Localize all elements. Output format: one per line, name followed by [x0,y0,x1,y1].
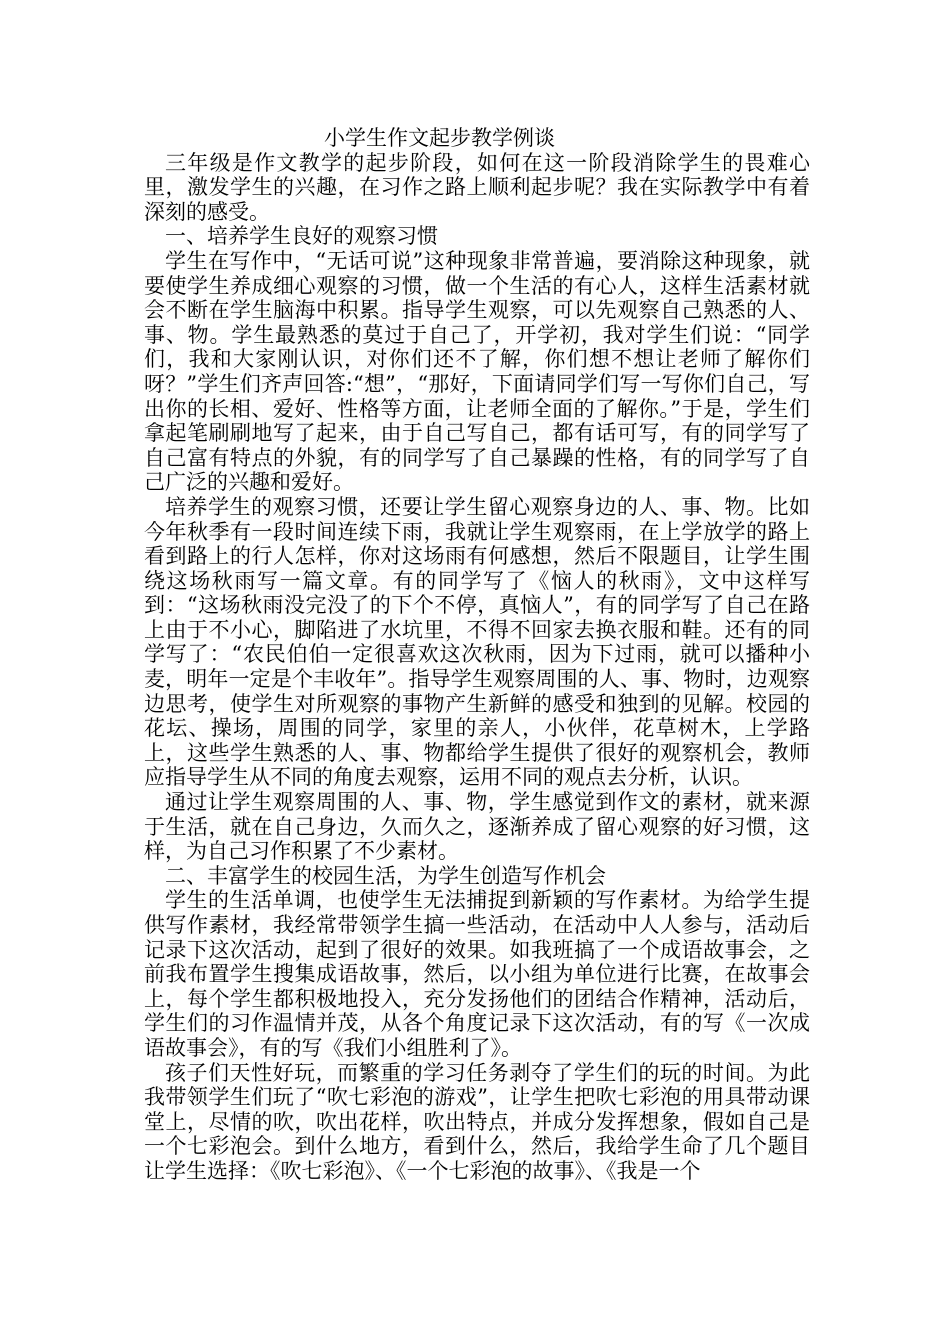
paragraph-intro: 三年级是作文教学的起步阶段，如何在这一阶段消除学生的畏难心里，激发学生的兴趣，在习作之路上顺利起步呢？我在实际教学中有着深刻的感受。 [144,150,810,224]
section-heading-observation: 一、培养学生良好的观察习惯 [165,224,438,249]
paragraph-observation-2: 培养学生的观察习惯，还要让学生留心观察身边的人、事、物。比如今年秋季有一段时间连续下雨，我就让学生观察雨，在上学放学的路上看到路上的行人怎样，你对这场雨有何感想，然后不限题目，让学生围绕这场秋雨写一篇文章。有的同学写了《恼人的秋雨》，文中这样写到：“这场秋雨没完没了的下个不停，真恼人”，有的同学写了自己在路上由于不小心，脚陷进了水坑里，不得不回家去换衣服和鞋。还有的同学写了：“农民伯伯一定很喜欢这次秋雨，因为下过雨，就可以播种小麦，明年一定是个丰收年”。指导学生观察周围的人、事、物时，边观察边思考，使学生对所观察的事物产生新鲜的感受和独到的见解。校园的花坛、操场，周围的同学，家里的亲人，小伙伴，花草树木，上学路上，这些学生熟悉的人、事、物都给学生提供了很好的观察机会，教师应指导学生从不同的角度去观察，运用不同的观点去分析，认识。 [144,494,810,790]
paragraph-campus-life-2: 孩子们天性好玩，而繁重的学习任务剥夺了学生们的玩的时间。为此我带领学生们玩了“吹七彩泡的游戏”，让学生把吹七彩泡的用具带动课堂上，尽情的吹，吹出花样，吹出特点，并成分发挥想象，假如自己是一个七彩泡会。到什么地方，看到什么，然后，我给学生命了几个题目让学生选择：《吹七彩泡》、《一个七彩泡的故事》、《我是一个 [144,1060,810,1183]
section-heading-campus-life: 二、丰富学生的校园生活，为学生创造写作机会 [165,863,606,888]
paragraph-campus-life-1: 学生的生活单调，也使学生无法捕捉到新颖的写作素材。为给学生提供写作素材，我经常带领学生搞一些活动，在活动中人人参与，活动后记录下这次活动，起到了很好的效果。如我班搞了一个成语故事会，之前我布置学生搜集成语故事，然后，以小组为单位进行比赛，在故事会上，每个学生都积极地投入，充分发扬他们的团结合作精神，活动后，学生们的习作温情并茂，从各个角度记录下这次活动，有的写《一次成语故事会》，有的写《我们小组胜利了》。 [144,888,810,1060]
document-body [144,126,810,1184]
document-title: 小学生作文起步教学例谈 [324,126,555,150]
paragraph-observation-3: 通过让学生观察周围的人、事、物，学生感觉到作文的素材，就来源于生活，就在自己身边，久而久之，逐渐养成了留心观察的好习惯，这样，为自己习作积累了不少素材。 [144,790,810,864]
paragraph-observation-1: 学生在写作中，“无话可说”这种现象非常普遍，要消除这种现象，就要使学生养成细心观察的习惯，做一个生活的有心人，这样生活素材就会不断在学生脑海中积累。指导学生观察，可以先观察自己熟悉的人、事、物。学生最熟悉的莫过于自己了，开学初，我对学生们说：“同学们，我和大家刚认识，对你们还不了解，你们想不想让老师了解你们呀？”学生们齐声回答:“想”，“那好，下面请同学们写一写你们自己，写出你的长相、爱好、性格等方面，让老师全面的了解你。”于是，学生们拿起笔刷刷地写了起来，由于自己写自己，都有话可写，有的同学写了自己富有特点的外貌，有的同学写了自己暴躁的性格，有的同学写了自己广泛的兴趣和爱好。 [144,248,810,495]
